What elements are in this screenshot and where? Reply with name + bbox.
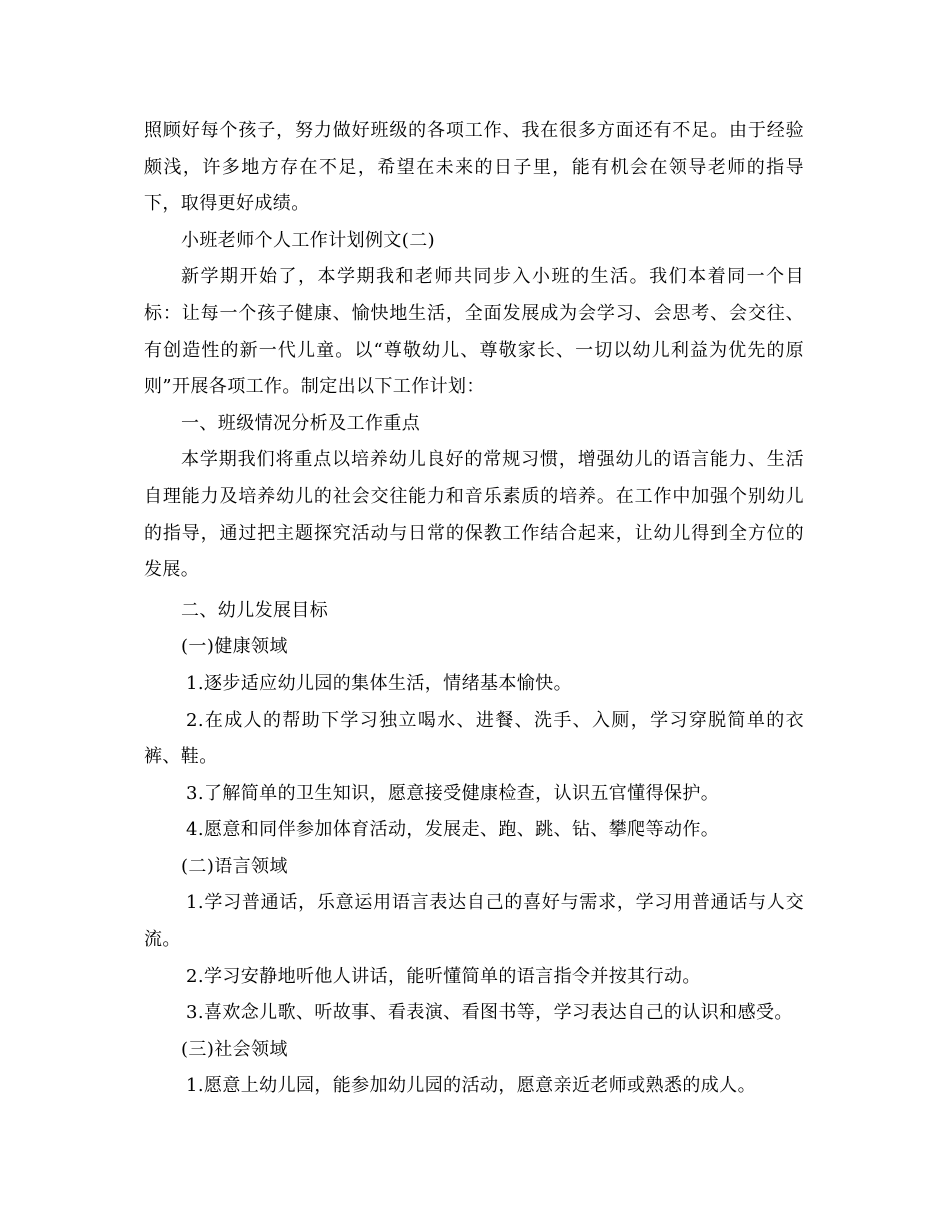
- list-item: 1.逐步适应幼儿园的集体生活，情绪基本愉快。: [186, 672, 572, 694]
- list-item: 4.愿意和同伴参加体育活动，发展走、跑、跳、钻、攀爬等动作。: [186, 819, 720, 841]
- list-item: 2.在成人的帮助下学习独立喝水、进餐、洗手、入厕，学习穿脱简单的衣裤、鞋。: [144, 709, 804, 768]
- subheading-health: (一)健康领域: [181, 636, 288, 658]
- paragraph-focus: 本学期我们将重点以培养幼儿良好的常规习惯，增强幼儿的语言能力、生活自理能力及培养幼儿的社会交往能力和音乐素质的培养。在工作中加强个别幼儿的指导，通过把主题探究活动与日常的保教工作结合起来，让幼儿得到全方位的发展。: [144, 449, 804, 581]
- list-item: 3.了解简单的卫生知识，愿意接受健康检查，认识五官懂得保护。: [186, 782, 720, 804]
- subheading-language: (二)语言领域: [181, 855, 288, 877]
- paragraph-continuation: 照顾好每个孩子，努力做好班级的各项工作、我在很多方面还有不足。由于经验颇浅，许多地方存在不足，希望在未来的日子里，能有机会在领导老师的指导下，取得更好成绩。: [144, 120, 804, 215]
- list-item: 1.学习普通话，乐意运用语言表达自己的喜好与需求，学习用普通话与人交流。: [144, 892, 804, 951]
- heading-development-goals: 二、幼儿发展目标: [181, 599, 329, 621]
- list-item: 2.学习安静地听他人讲话，能听懂简单的语言指令并按其行动。: [186, 965, 701, 987]
- heading-class-analysis: 一、班级情况分析及工作重点: [181, 412, 421, 434]
- subheading-social: (三)社会领域: [181, 1038, 288, 1060]
- list-item: 3.喜欢念儿歌、听故事、看表演、看图书等，学习表达自己的认识和感受。: [186, 1002, 793, 1024]
- list-item: 1.愿意上幼儿园，能参加幼儿园的活动，愿意亲近老师或熟悉的成人。: [186, 1075, 756, 1097]
- paragraph-intro: 新学期开始了，本学期我和老师共同步入小班的生活。我们本着同一个目标：让每一个孩子健康、愉快地生活，全面发展成为会学习、会思考、会交往、有创造性的新一代儿童。以“尊敬幼儿、尊敬家长、一切以幼儿利益为优先的原则”开展各项工作。制定出以下工作计划：: [144, 266, 804, 398]
- section-title: 小班老师个人工作计划例文(二): [181, 229, 436, 251]
- document-body: [144, 113, 804, 1105]
